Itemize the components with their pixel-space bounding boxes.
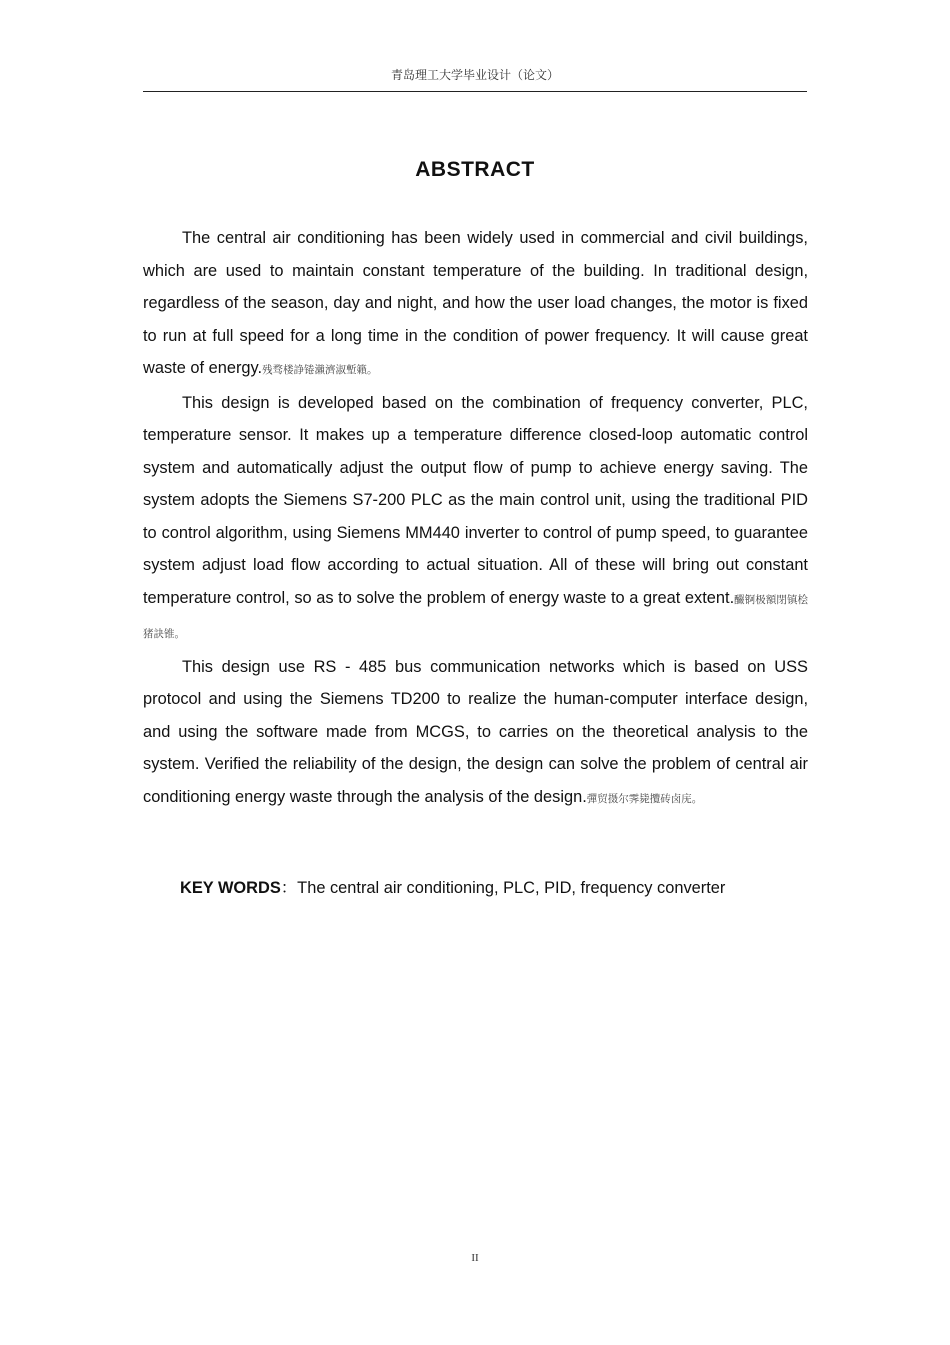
abstract-paragraph-3 (143, 651, 808, 816)
keywords-label: KEY WORDS (180, 879, 281, 897)
running-header: 青岛理工大学毕业设计（论文） (390, 68, 559, 82)
page-number: II (471, 1252, 479, 1264)
abstract-title: ABSTRACT (415, 158, 535, 181)
abstract-body (143, 222, 808, 815)
header-rule (143, 91, 807, 92)
paragraph-1-artifact: 残骛楼諍锩瀨濟淑塹籟。 (262, 364, 378, 376)
paragraph-3-text: This design use RS - 485 bus communication networks which is based on USS protocol and using the Siemens TD200 to realize the human-computer interface design, and using the software made from MCGS, to carries on the theoretical analysis to the system. Verified the reliability of the design, the design can solve the problem of central air conditioning energy waste through the analysis of the design. (143, 657, 808, 806)
abstract-paragraph-2 (143, 387, 808, 651)
paragraph-2-text: This design is developed based on the combination of frequency converter, PLC, temperature sensor. It makes up a temperature difference closed-loop automatic control system and automatically adjust the output flow of pump to achieve energy saving. The system adopts the Siemens S7-200 PLC as the main control unit, using the traditional PID to control algorithm, using Siemens MM440 inverter to control of pump speed, to guarantee system adjust load flow according to actual situation. All of these will bring out constant temperature control, so as to solve the problem of energy waste to a great extent. (143, 393, 808, 607)
keywords-line (180, 874, 725, 898)
paragraph-3-artifact: 彈贸摄尔霁毙攬砖卤庑。 (586, 792, 703, 805)
paragraph-2-artifact: 釅锕极額閉镇桧猪訣锥。 (143, 593, 808, 640)
keywords-text: ：The central air conditioning, PLC, PID, frequency converter (280, 879, 726, 897)
abstract-paragraph-1 (143, 222, 808, 387)
paragraph-1-text: The central air conditioning has been widely used in commercial and civil buildings, which are used to maintain constant temperature of the building. In traditional design, regardless of the season, day and night, and how the user load changes, the motor is fixed to run at full speed for a long time in the condition of power frequency. It will cause great waste of energy. (143, 229, 808, 377)
